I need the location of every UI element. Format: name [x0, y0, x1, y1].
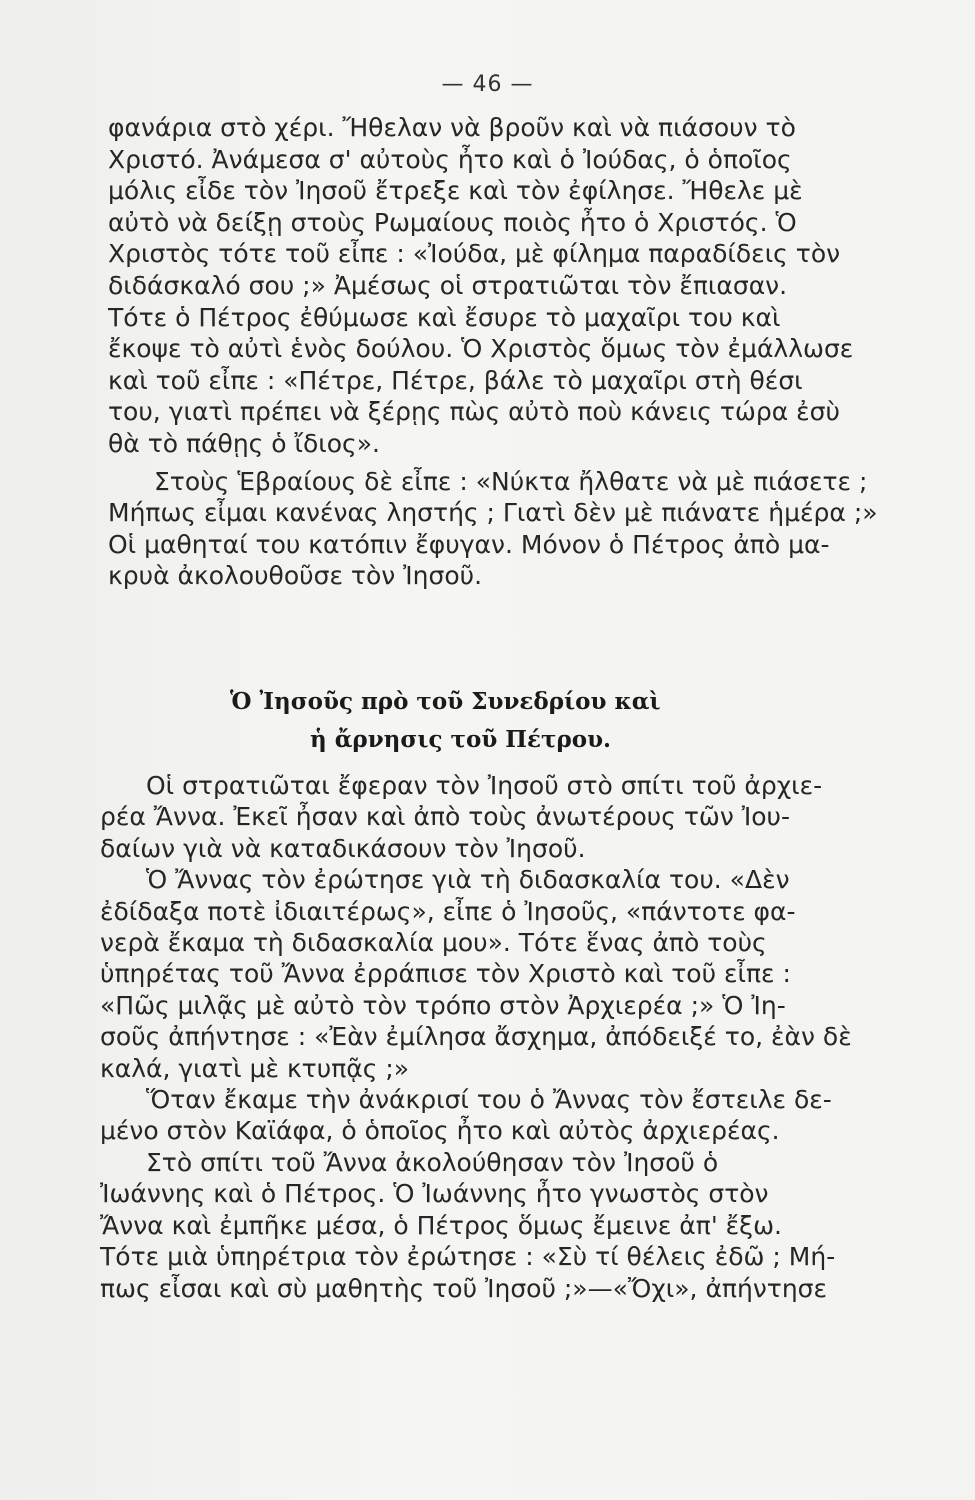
text-block-trial: [100, 770, 900, 1304]
text-line: διδάσκαλό σου ;» Ἀμέσως οἱ στρατιῶται τὸν ἔπιασαν.: [108, 270, 788, 300]
text-line: Ἄννα καὶ ἐμπῆκε μέσα, ὁ Πέτρος ὅμως ἔμεινε ἀπ' ἔξω.: [100, 1210, 782, 1240]
text-line: ὑπηρέτας τοῦ Ἄννα ἐρράπισε τὸν Χριστὸ καὶ τοῦ εἶπε :: [100, 959, 791, 989]
text-line: δαίων γιὰ νὰ καταδικάσουν τὸν Ἰησοῦ.: [100, 833, 586, 863]
text-line: Οἱ μαθηταί του κατόπιν ἔφυγαν. Μόνον ὁ Πέτρος ἀπὸ μα-: [108, 529, 830, 559]
text-line: «Πῶς μιλᾷς μὲ αὐτὸ τὸν τρόπο στὸν Ἀρχιερέα ;» Ὁ Ἰη-: [100, 990, 786, 1020]
text-block-arrest: [108, 112, 908, 592]
text-line: νερὰ ἔκαμα τὴ διδασκαλία μου». Τότε ἕνας ἀπὸ τοὺς: [100, 928, 767, 958]
text-line: καλά, γιατὶ μὲ κτυπᾷς ;»: [100, 1053, 410, 1083]
text-line: ρέα Ἄννα. Ἐκεῖ ἦσαν καὶ ἀπὸ τοὺς ἀνωτέρους τῶν Ἰου-: [100, 802, 791, 832]
text-line: ἔκοψε τὸ αὐτὶ ἑνὸς δούλου. Ὁ Χριστὸς ὅμως τὸν ἐμάλλωσε: [108, 334, 854, 364]
text-line: Ὅταν ἔκαμε τὴν ἀνάκρισί του ὁ Ἄννας τὸν ἔστειλε δε-: [146, 1085, 832, 1115]
section-heading: [230, 683, 790, 759]
section-heading-line-2: ἡ ἄρνησις τοῦ Πέτρου.: [310, 726, 612, 753]
text-line: μένο στὸν Καϊάφα, ὁ ὁποῖος ἦτο καὶ αὐτὸς ἀρχιερέας.: [100, 1116, 780, 1146]
text-line: Ἰωάννης καὶ ὁ Πέτρος. Ὁ Ἰωάννης ἦτο γνωστὸς στὸν: [100, 1179, 769, 1209]
text-line: Τότε μιὰ ὑπηρέτρια τὸν ἐρώτησε : «Σὺ τί θέλεις ἐδῶ ; Μή-: [100, 1242, 836, 1272]
text-line: ἐδίδαξα ποτὲ ἰδιαιτέρως», εἶπε ὁ Ἰησοῦς, «πάντοτε φα-: [100, 896, 796, 926]
text-line: μόλις εἶδε τὸν Ἰησοῦ ἔτρεξε καὶ τὸν ἐφίλησε. Ἤθελε μὲ: [108, 176, 803, 206]
text-line: Τότε ὁ Πέτρος ἐθύμωσε καὶ ἔσυρε τὸ μαχαῖρι του καὶ: [108, 302, 781, 332]
text-line: καὶ τοῦ εἶπε : «Πέτρε, Πέτρε, βάλε τὸ μαχαῖρι στὴ θέσι: [108, 365, 803, 395]
text-line: Χριστό. Ἀνάμεσα σ' αὐτοὺς ἦτο καὶ ὁ Ἰούδας, ὁ ὁποῖος: [108, 144, 792, 174]
text-line: Χριστὸς τότε τοῦ εἶπε : «Ἰούδα, μὲ φίλημα παραδίδεις τὸν: [108, 239, 841, 269]
page-number: — 46 —: [441, 72, 534, 97]
text-line: Μήπως εἶμαι κανένας ληστής ; Γιατὶ δὲν μὲ πιάνατε ἡμέρα ;»: [108, 498, 878, 528]
text-line: πως εἶσαι καὶ σὺ μαθητὴς τοῦ Ἰησοῦ ;»—«Ὄχι», ἀπήντησε: [100, 1273, 828, 1303]
text-line: κρυὰ ἀκολουθοῦσε τὸν Ἰησοῦ.: [108, 561, 483, 591]
text-line: σοῦς ἀπήντησε : «Ἐὰν ἐμίλησα ἄσχημα, ἀπόδειξέ το, ἐὰν δὲ: [100, 1022, 852, 1052]
text-line: φανάρια στὸ χέρι. Ἤθελαν νὰ βροῦν καὶ νὰ πιάσουν τὸ: [108, 113, 796, 142]
text-line: θὰ τὸ πάθῃς ὁ ἴδιος».: [108, 428, 380, 458]
text-line: Στὸ σπίτι τοῦ Ἄννα ἀκολούθησαν τὸν Ἰησοῦ ὁ: [146, 1147, 719, 1177]
text-line: Στοὺς Ἑβραίους δὲ εἶπε : «Νύκτα ἤλθατε νὰ μὲ πιάσετε ;: [154, 466, 868, 496]
text-line: Ὁ Ἄννας τὸν ἐρώτησε γιὰ τὴ διδασκαλία του. «Δὲν: [146, 865, 790, 895]
text-line: του, γιατὶ πρέπει νὰ ξέρῃς πὼς αὐτὸ ποὺ κάνεις τώρα ἐσὺ: [108, 397, 840, 427]
text-line: αὐτὸ νὰ δείξῃ στοὺς Ρωμαίους ποιὸς ἦτο ὁ Χριστός. Ὁ: [108, 207, 797, 237]
text-line: Οἱ στρατιῶται ἔφεραν τὸν Ἰησοῦ στὸ σπίτι τοῦ ἀρχιε-: [146, 771, 823, 800]
section-heading-line-1: Ὁ Ἰησοῦς πρὸ τοῦ Συνεδρίου καὶ: [230, 688, 661, 715]
